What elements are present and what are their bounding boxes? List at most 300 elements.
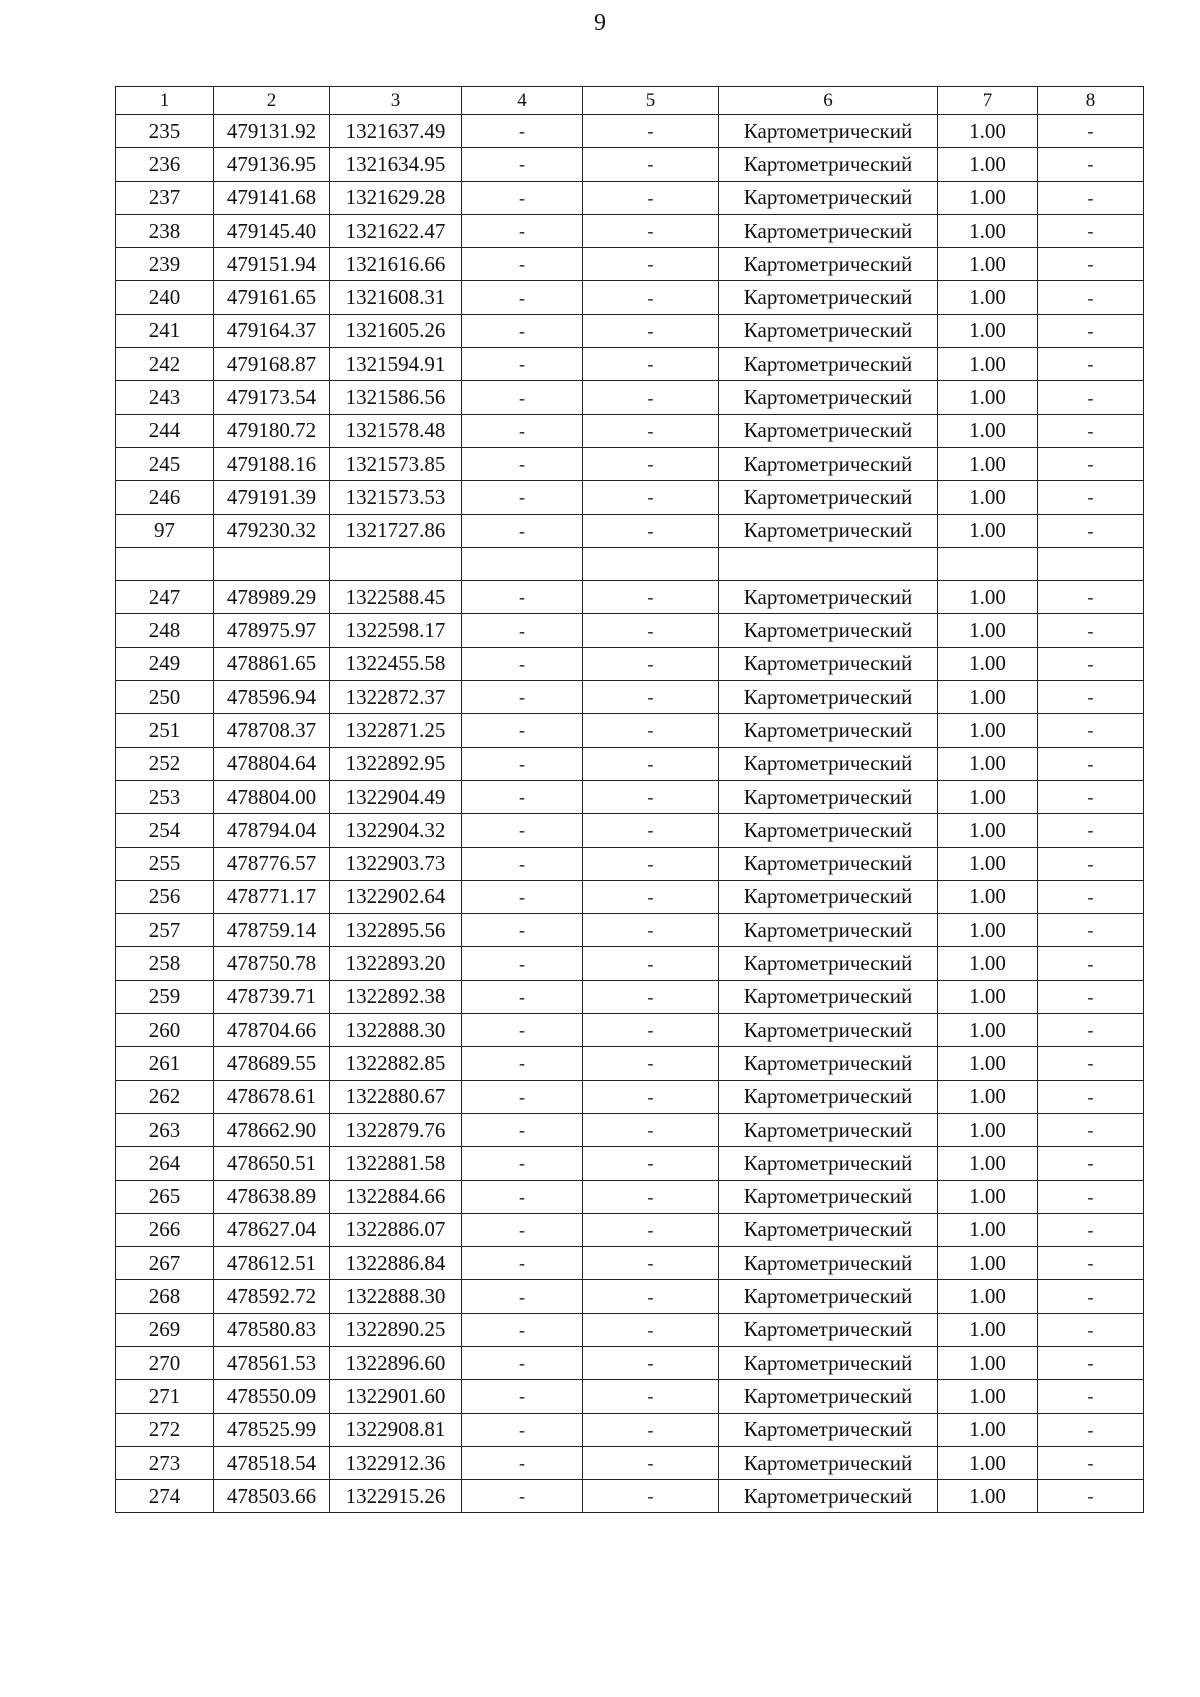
column-5-cell: - bbox=[583, 348, 719, 381]
x-coordinate-cell: 478612.51 bbox=[214, 1247, 330, 1280]
point-number-cell: 254 bbox=[116, 814, 214, 847]
x-coordinate-cell: 478750.78 bbox=[214, 947, 330, 980]
column-5-cell: - bbox=[583, 880, 719, 913]
column-4-cell: - bbox=[462, 447, 583, 480]
x-coordinate-cell: 478627.04 bbox=[214, 1213, 330, 1246]
method-cell: Картометрический bbox=[719, 947, 938, 980]
column-8-cell: - bbox=[1038, 714, 1144, 747]
accuracy-cell: 1.00 bbox=[938, 1446, 1038, 1479]
table-row bbox=[116, 780, 1144, 813]
column-8-cell: - bbox=[1038, 414, 1144, 447]
column-5-cell: - bbox=[583, 1147, 719, 1180]
column-8-cell: - bbox=[1038, 614, 1144, 647]
x-coordinate-cell: 479230.32 bbox=[214, 514, 330, 547]
accuracy-cell: 1.00 bbox=[938, 847, 1038, 880]
x-coordinate-cell: 479131.92 bbox=[214, 115, 330, 148]
method-cell: Картометрический bbox=[719, 681, 938, 714]
table-row bbox=[116, 481, 1144, 514]
point-number-cell: 247 bbox=[116, 581, 214, 614]
y-coordinate-cell: 1321586.56 bbox=[330, 381, 462, 414]
table-row bbox=[116, 880, 1144, 913]
point-number-cell: 274 bbox=[116, 1480, 214, 1513]
column-4-cell: - bbox=[462, 1014, 583, 1047]
x-coordinate-cell: 478503.66 bbox=[214, 1480, 330, 1513]
accuracy-cell: 1.00 bbox=[938, 1380, 1038, 1413]
method-cell: Картометрический bbox=[719, 1247, 938, 1280]
y-coordinate-cell: 1321605.26 bbox=[330, 314, 462, 347]
method-cell: Картометрический bbox=[719, 1346, 938, 1379]
column-8-cell: - bbox=[1038, 115, 1144, 148]
method-cell: Картометрический bbox=[719, 348, 938, 381]
column-8-cell: - bbox=[1038, 1380, 1144, 1413]
x-coordinate-cell: 479161.65 bbox=[214, 281, 330, 314]
point-number-cell: 266 bbox=[116, 1213, 214, 1246]
y-coordinate-cell: 1321608.31 bbox=[330, 281, 462, 314]
accuracy-cell: 1.00 bbox=[938, 1280, 1038, 1313]
point-number-cell: 267 bbox=[116, 1247, 214, 1280]
column-8-cell: - bbox=[1038, 1080, 1144, 1113]
accuracy-cell bbox=[938, 547, 1038, 580]
method-cell: Картометрический bbox=[719, 1446, 938, 1479]
column-5-cell: - bbox=[583, 914, 719, 947]
accuracy-cell: 1.00 bbox=[938, 1147, 1038, 1180]
y-coordinate-cell: 1322598.17 bbox=[330, 614, 462, 647]
point-number-cell: 250 bbox=[116, 681, 214, 714]
column-8-cell: - bbox=[1038, 1280, 1144, 1313]
method-cell bbox=[719, 547, 938, 580]
column-4-cell: - bbox=[462, 847, 583, 880]
accuracy-cell: 1.00 bbox=[938, 1113, 1038, 1146]
accuracy-cell: 1.00 bbox=[938, 1247, 1038, 1280]
method-cell: Картометрический bbox=[719, 1280, 938, 1313]
accuracy-cell: 1.00 bbox=[938, 1047, 1038, 1080]
accuracy-cell: 1.00 bbox=[938, 880, 1038, 913]
column-header: 1 bbox=[116, 87, 214, 115]
column-5-cell: - bbox=[583, 747, 719, 780]
column-8-cell: - bbox=[1038, 647, 1144, 680]
column-8-cell: - bbox=[1038, 681, 1144, 714]
x-coordinate-cell: 478550.09 bbox=[214, 1380, 330, 1413]
column-5-cell: - bbox=[583, 1247, 719, 1280]
column-5-cell: - bbox=[583, 115, 719, 148]
column-4-cell: - bbox=[462, 514, 583, 547]
column-header: 2 bbox=[214, 87, 330, 115]
column-4-cell: - bbox=[462, 148, 583, 181]
column-8-cell: - bbox=[1038, 481, 1144, 514]
point-number-cell: 264 bbox=[116, 1147, 214, 1180]
column-4-cell: - bbox=[462, 581, 583, 614]
table-row bbox=[116, 681, 1144, 714]
y-coordinate-cell: 1322888.30 bbox=[330, 1014, 462, 1047]
point-number-cell: 259 bbox=[116, 980, 214, 1013]
x-coordinate-cell: 479191.39 bbox=[214, 481, 330, 514]
y-coordinate-cell: 1322888.30 bbox=[330, 1280, 462, 1313]
point-number-cell: 248 bbox=[116, 614, 214, 647]
column-4-cell: - bbox=[462, 115, 583, 148]
method-cell: Картометрический bbox=[719, 1213, 938, 1246]
y-coordinate-cell: 1322908.81 bbox=[330, 1413, 462, 1446]
method-cell: Картометрический bbox=[719, 481, 938, 514]
column-5-cell bbox=[583, 547, 719, 580]
table-row bbox=[116, 381, 1144, 414]
y-coordinate-cell: 1322871.25 bbox=[330, 714, 462, 747]
table-row bbox=[116, 1213, 1144, 1246]
column-8-cell: - bbox=[1038, 1014, 1144, 1047]
table-row bbox=[116, 1047, 1144, 1080]
column-5-cell: - bbox=[583, 1047, 719, 1080]
table-row bbox=[116, 1480, 1144, 1513]
column-4-cell: - bbox=[462, 314, 583, 347]
column-4-cell: - bbox=[462, 1147, 583, 1180]
point-number-cell: 97 bbox=[116, 514, 214, 547]
table-row bbox=[116, 1280, 1144, 1313]
x-coordinate-cell: 478704.66 bbox=[214, 1014, 330, 1047]
x-coordinate-cell: 478650.51 bbox=[214, 1147, 330, 1180]
point-number-cell: 273 bbox=[116, 1446, 214, 1479]
x-coordinate-cell: 479173.54 bbox=[214, 381, 330, 414]
x-coordinate-cell: 478771.17 bbox=[214, 880, 330, 913]
column-header: 3 bbox=[330, 87, 462, 115]
method-cell: Картометрический bbox=[719, 214, 938, 247]
column-5-cell: - bbox=[583, 647, 719, 680]
x-coordinate-cell: 478678.61 bbox=[214, 1080, 330, 1113]
x-coordinate-cell: 478638.89 bbox=[214, 1180, 330, 1213]
table-row bbox=[116, 514, 1144, 547]
point-number-cell: 261 bbox=[116, 1047, 214, 1080]
accuracy-cell: 1.00 bbox=[938, 381, 1038, 414]
accuracy-cell: 1.00 bbox=[938, 1080, 1038, 1113]
table-row bbox=[116, 1014, 1144, 1047]
x-coordinate-cell: 478596.94 bbox=[214, 681, 330, 714]
column-4-cell: - bbox=[462, 714, 583, 747]
x-coordinate-cell: 478739.71 bbox=[214, 980, 330, 1013]
column-4-cell: - bbox=[462, 1446, 583, 1479]
column-4-cell: - bbox=[462, 1413, 583, 1446]
point-number-cell: 271 bbox=[116, 1380, 214, 1413]
column-8-cell: - bbox=[1038, 248, 1144, 281]
page-number: 9 bbox=[594, 10, 606, 36]
y-coordinate-cell: 1321616.66 bbox=[330, 248, 462, 281]
column-8-cell: - bbox=[1038, 1047, 1144, 1080]
column-5-cell: - bbox=[583, 1280, 719, 1313]
y-coordinate-cell: 1322455.58 bbox=[330, 647, 462, 680]
accuracy-cell: 1.00 bbox=[938, 681, 1038, 714]
column-4-cell: - bbox=[462, 1213, 583, 1246]
column-8-cell: - bbox=[1038, 980, 1144, 1013]
column-5-cell: - bbox=[583, 1180, 719, 1213]
column-4-cell: - bbox=[462, 947, 583, 980]
column-4-cell: - bbox=[462, 281, 583, 314]
column-8-cell: - bbox=[1038, 1147, 1144, 1180]
table-row bbox=[116, 414, 1144, 447]
column-8-cell: - bbox=[1038, 1247, 1144, 1280]
accuracy-cell: 1.00 bbox=[938, 447, 1038, 480]
method-cell: Картометрический bbox=[719, 1313, 938, 1346]
column-5-cell: - bbox=[583, 1346, 719, 1379]
x-coordinate-cell: 479168.87 bbox=[214, 348, 330, 381]
x-coordinate-cell: 478804.00 bbox=[214, 780, 330, 813]
table-row bbox=[116, 348, 1144, 381]
point-number-cell: 272 bbox=[116, 1413, 214, 1446]
point-number-cell: 244 bbox=[116, 414, 214, 447]
table-row bbox=[116, 281, 1144, 314]
table-row bbox=[116, 1380, 1144, 1413]
accuracy-cell: 1.00 bbox=[938, 780, 1038, 813]
column-5-cell: - bbox=[583, 980, 719, 1013]
table-row bbox=[116, 814, 1144, 847]
point-number-cell: 235 bbox=[116, 115, 214, 148]
point-number-cell: 251 bbox=[116, 714, 214, 747]
column-5-cell: - bbox=[583, 614, 719, 647]
y-coordinate-cell: 1322872.37 bbox=[330, 681, 462, 714]
table-row bbox=[116, 1346, 1144, 1379]
column-8-cell: - bbox=[1038, 181, 1144, 214]
column-4-cell: - bbox=[462, 614, 583, 647]
y-coordinate-cell: 1322902.64 bbox=[330, 880, 462, 913]
y-coordinate-cell: 1321727.86 bbox=[330, 514, 462, 547]
method-cell: Картометрический bbox=[719, 248, 938, 281]
column-5-cell: - bbox=[583, 447, 719, 480]
x-coordinate-cell: 479136.95 bbox=[214, 148, 330, 181]
column-5-cell: - bbox=[583, 847, 719, 880]
x-coordinate-cell: 478592.72 bbox=[214, 1280, 330, 1313]
accuracy-cell: 1.00 bbox=[938, 980, 1038, 1013]
column-8-cell: - bbox=[1038, 214, 1144, 247]
y-coordinate-cell: 1322879.76 bbox=[330, 1113, 462, 1146]
y-coordinate-cell bbox=[330, 547, 462, 580]
column-8-cell: - bbox=[1038, 814, 1144, 847]
x-coordinate-cell bbox=[214, 547, 330, 580]
y-coordinate-cell: 1321634.95 bbox=[330, 148, 462, 181]
method-cell: Картометрический bbox=[719, 514, 938, 547]
column-5-cell: - bbox=[583, 1113, 719, 1146]
x-coordinate-cell: 478759.14 bbox=[214, 914, 330, 947]
table-row bbox=[116, 1113, 1144, 1146]
column-5-cell: - bbox=[583, 1446, 719, 1479]
x-coordinate-cell: 479151.94 bbox=[214, 248, 330, 281]
point-number-cell: 257 bbox=[116, 914, 214, 947]
table-row bbox=[116, 115, 1144, 148]
table-row bbox=[116, 581, 1144, 614]
method-cell: Картометрический bbox=[719, 1380, 938, 1413]
table-body bbox=[116, 115, 1144, 1513]
point-number-cell: 262 bbox=[116, 1080, 214, 1113]
table-row bbox=[116, 1446, 1144, 1479]
x-coordinate-cell: 478662.90 bbox=[214, 1113, 330, 1146]
column-8-cell bbox=[1038, 547, 1144, 580]
table-row bbox=[116, 847, 1144, 880]
column-5-cell: - bbox=[583, 1480, 719, 1513]
point-number-cell: 270 bbox=[116, 1346, 214, 1379]
table-row bbox=[116, 1247, 1144, 1280]
table-row bbox=[116, 1147, 1144, 1180]
accuracy-cell: 1.00 bbox=[938, 1014, 1038, 1047]
accuracy-cell: 1.00 bbox=[938, 481, 1038, 514]
point-number-cell: 236 bbox=[116, 148, 214, 181]
column-5-cell: - bbox=[583, 1014, 719, 1047]
column-4-cell: - bbox=[462, 481, 583, 514]
column-5-cell: - bbox=[583, 1413, 719, 1446]
column-4-cell: - bbox=[462, 1280, 583, 1313]
y-coordinate-cell: 1322893.20 bbox=[330, 947, 462, 980]
accuracy-cell: 1.00 bbox=[938, 248, 1038, 281]
accuracy-cell: 1.00 bbox=[938, 1180, 1038, 1213]
column-4-cell: - bbox=[462, 647, 583, 680]
column-8-cell: - bbox=[1038, 880, 1144, 913]
method-cell: Картометрический bbox=[719, 747, 938, 780]
y-coordinate-cell: 1322890.25 bbox=[330, 1313, 462, 1346]
method-cell: Картометрический bbox=[719, 381, 938, 414]
y-coordinate-cell: 1322896.60 bbox=[330, 1346, 462, 1379]
column-5-cell: - bbox=[583, 514, 719, 547]
column-8-cell: - bbox=[1038, 348, 1144, 381]
accuracy-cell: 1.00 bbox=[938, 314, 1038, 347]
column-4-cell: - bbox=[462, 1480, 583, 1513]
column-8-cell: - bbox=[1038, 1113, 1144, 1146]
column-5-cell: - bbox=[583, 381, 719, 414]
y-coordinate-cell: 1322895.56 bbox=[330, 914, 462, 947]
accuracy-cell: 1.00 bbox=[938, 115, 1038, 148]
method-cell: Картометрический bbox=[719, 714, 938, 747]
column-8-cell: - bbox=[1038, 148, 1144, 181]
point-number-cell: 243 bbox=[116, 381, 214, 414]
accuracy-cell: 1.00 bbox=[938, 1213, 1038, 1246]
y-coordinate-cell: 1322886.84 bbox=[330, 1247, 462, 1280]
column-4-cell: - bbox=[462, 381, 583, 414]
x-coordinate-cell: 478580.83 bbox=[214, 1313, 330, 1346]
x-coordinate-cell: 479180.72 bbox=[214, 414, 330, 447]
y-coordinate-cell: 1322880.67 bbox=[330, 1080, 462, 1113]
y-coordinate-cell: 1321594.91 bbox=[330, 348, 462, 381]
accuracy-cell: 1.00 bbox=[938, 148, 1038, 181]
table-row bbox=[116, 1413, 1144, 1446]
y-coordinate-cell: 1322886.07 bbox=[330, 1213, 462, 1246]
x-coordinate-cell: 479141.68 bbox=[214, 181, 330, 214]
accuracy-cell: 1.00 bbox=[938, 1480, 1038, 1513]
column-5-cell: - bbox=[583, 281, 719, 314]
column-4-cell: - bbox=[462, 1080, 583, 1113]
column-4-cell: - bbox=[462, 1313, 583, 1346]
header-row bbox=[116, 87, 1144, 115]
point-number-cell: 249 bbox=[116, 647, 214, 680]
column-5-cell: - bbox=[583, 1380, 719, 1413]
column-4-cell: - bbox=[462, 681, 583, 714]
point-number-cell: 255 bbox=[116, 847, 214, 880]
point-number-cell: 241 bbox=[116, 314, 214, 347]
method-cell: Картометрический bbox=[719, 914, 938, 947]
column-5-cell: - bbox=[583, 214, 719, 247]
column-4-cell bbox=[462, 547, 583, 580]
method-cell: Картометрический bbox=[719, 1147, 938, 1180]
y-coordinate-cell: 1321578.48 bbox=[330, 414, 462, 447]
column-4-cell: - bbox=[462, 1247, 583, 1280]
column-5-cell: - bbox=[583, 248, 719, 281]
y-coordinate-cell: 1321629.28 bbox=[330, 181, 462, 214]
x-coordinate-cell: 478518.54 bbox=[214, 1446, 330, 1479]
point-number-cell: 240 bbox=[116, 281, 214, 314]
column-5-cell: - bbox=[583, 1313, 719, 1346]
accuracy-cell: 1.00 bbox=[938, 714, 1038, 747]
point-number-cell: 245 bbox=[116, 447, 214, 480]
column-4-cell: - bbox=[462, 1346, 583, 1379]
table-row bbox=[116, 148, 1144, 181]
table-row bbox=[116, 447, 1144, 480]
table-row bbox=[116, 980, 1144, 1013]
y-coordinate-cell: 1322881.58 bbox=[330, 1147, 462, 1180]
point-number-cell: 246 bbox=[116, 481, 214, 514]
method-cell: Картометрический bbox=[719, 647, 938, 680]
table-row bbox=[116, 747, 1144, 780]
column-4-cell: - bbox=[462, 414, 583, 447]
column-8-cell: - bbox=[1038, 1213, 1144, 1246]
method-cell: Картометрический bbox=[719, 1480, 938, 1513]
column-4-cell: - bbox=[462, 214, 583, 247]
column-4-cell: - bbox=[462, 181, 583, 214]
method-cell: Картометрический bbox=[719, 1047, 938, 1080]
accuracy-cell: 1.00 bbox=[938, 1413, 1038, 1446]
y-coordinate-cell: 1322904.49 bbox=[330, 780, 462, 813]
x-coordinate-cell: 478804.64 bbox=[214, 747, 330, 780]
coordinates-table bbox=[115, 86, 1144, 1513]
method-cell: Картометрический bbox=[719, 847, 938, 880]
table-row bbox=[116, 1180, 1144, 1213]
method-cell: Картометрический bbox=[719, 447, 938, 480]
point-number-cell: 260 bbox=[116, 1014, 214, 1047]
y-coordinate-cell: 1322904.32 bbox=[330, 814, 462, 847]
x-coordinate-cell: 479164.37 bbox=[214, 314, 330, 347]
point-number-cell: 238 bbox=[116, 214, 214, 247]
column-5-cell: - bbox=[583, 947, 719, 980]
column-5-cell: - bbox=[583, 181, 719, 214]
accuracy-cell: 1.00 bbox=[938, 348, 1038, 381]
x-coordinate-cell: 478975.97 bbox=[214, 614, 330, 647]
column-header: 6 bbox=[719, 87, 938, 115]
method-cell: Картометрический bbox=[719, 1014, 938, 1047]
method-cell: Картометрический bbox=[719, 148, 938, 181]
y-coordinate-cell: 1321573.53 bbox=[330, 481, 462, 514]
column-8-cell: - bbox=[1038, 1480, 1144, 1513]
column-4-cell: - bbox=[462, 1047, 583, 1080]
column-8-cell: - bbox=[1038, 1413, 1144, 1446]
y-coordinate-cell: 1322892.95 bbox=[330, 747, 462, 780]
accuracy-cell: 1.00 bbox=[938, 914, 1038, 947]
column-8-cell: - bbox=[1038, 947, 1144, 980]
column-5-cell: - bbox=[583, 314, 719, 347]
column-8-cell: - bbox=[1038, 1446, 1144, 1479]
accuracy-cell: 1.00 bbox=[938, 281, 1038, 314]
column-8-cell: - bbox=[1038, 780, 1144, 813]
column-header: 4 bbox=[462, 87, 583, 115]
x-coordinate-cell: 478776.57 bbox=[214, 847, 330, 880]
y-coordinate-cell: 1321573.85 bbox=[330, 447, 462, 480]
column-4-cell: - bbox=[462, 248, 583, 281]
column-5-cell: - bbox=[583, 414, 719, 447]
point-number-cell bbox=[116, 547, 214, 580]
point-number-cell: 265 bbox=[116, 1180, 214, 1213]
column-4-cell: - bbox=[462, 1180, 583, 1213]
method-cell: Картометрический bbox=[719, 314, 938, 347]
y-coordinate-cell: 1322882.85 bbox=[330, 1047, 462, 1080]
column-8-cell: - bbox=[1038, 514, 1144, 547]
column-8-cell: - bbox=[1038, 847, 1144, 880]
table-row bbox=[116, 314, 1144, 347]
column-8-cell: - bbox=[1038, 314, 1144, 347]
x-coordinate-cell: 478561.53 bbox=[214, 1346, 330, 1379]
column-4-cell: - bbox=[462, 880, 583, 913]
column-5-cell: - bbox=[583, 481, 719, 514]
column-4-cell: - bbox=[462, 980, 583, 1013]
accuracy-cell: 1.00 bbox=[938, 1346, 1038, 1379]
